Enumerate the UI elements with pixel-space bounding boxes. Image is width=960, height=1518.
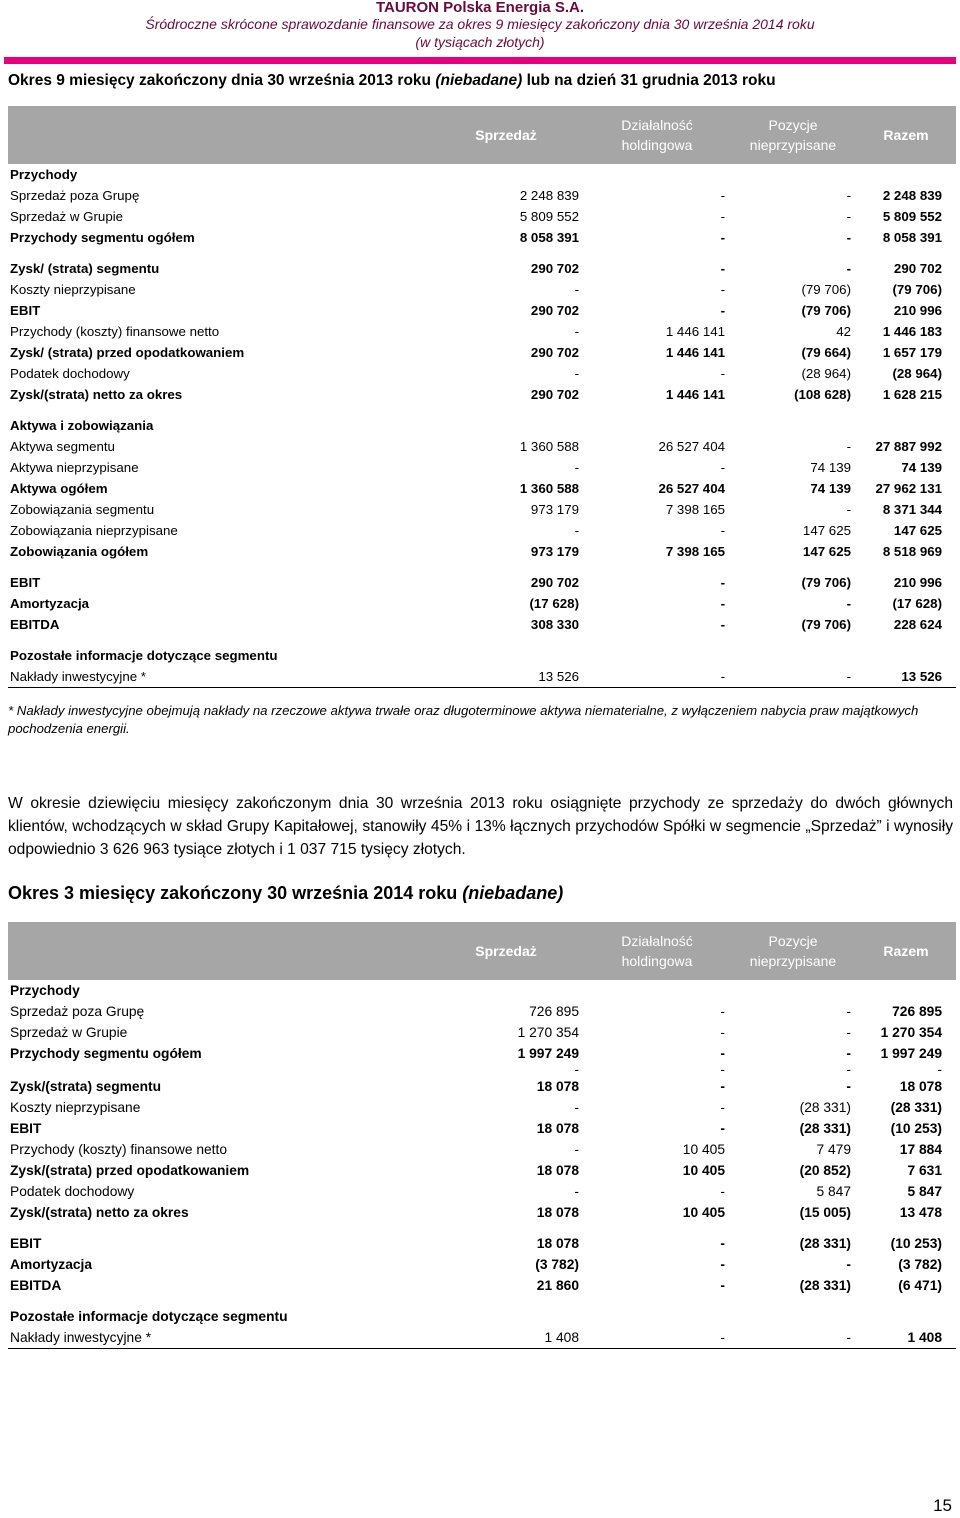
- table-header-row: [8, 106, 956, 164]
- row-label: EBITDA: [10, 617, 60, 632]
- cell-holding: 10 405: [682, 1205, 725, 1220]
- cell-sales: -: [574, 523, 579, 538]
- spacer-row: [8, 1223, 956, 1233]
- row-label: Pozostałe informacje dotyczące segmentu: [10, 1309, 288, 1324]
- cell-unallocated: (15 005): [799, 1205, 851, 1220]
- cell-total: [856, 645, 956, 666]
- cell-sales: 1 360 588: [519, 481, 579, 496]
- cell-unallocated: [730, 980, 856, 1001]
- table-row: [8, 593, 956, 614]
- cell-sales: 290 702: [530, 387, 579, 402]
- cell-sales: -: [574, 282, 579, 297]
- row-label: Zysk/(strata) netto za okres: [10, 1205, 189, 1220]
- segment-table-9m-2013: [8, 106, 956, 688]
- cell-unallocated: (28 331): [799, 1121, 851, 1136]
- row-label: Aktywa segmentu: [10, 439, 115, 454]
- table-row: [8, 666, 956, 688]
- cell-sales: (17 628): [529, 596, 579, 611]
- cell-sales: [428, 645, 584, 666]
- cell-unallocated: -: [846, 1079, 851, 1094]
- row-label: EBIT: [10, 303, 41, 318]
- cell-unallocated: -: [730, 1327, 856, 1349]
- cell-holding: 1 446 141: [665, 324, 725, 339]
- row-label: Zysk/(strata) netto za okres: [10, 387, 183, 402]
- row-label: Przychody: [10, 167, 78, 182]
- row-label: Zysk/ (strata) przed opodatkowaniem: [10, 345, 245, 360]
- row-label: Nakłady inwestycyjne *: [8, 666, 428, 688]
- row-label: Amortyzacja: [10, 1257, 93, 1272]
- segment-table-3m-2014: [8, 922, 956, 1349]
- table-row: [8, 1139, 956, 1160]
- cell-total: 74 139: [901, 460, 942, 475]
- col-holding: Działalność holdingowa: [584, 106, 730, 164]
- units-note: (w tysiącach złotych): [415, 34, 545, 50]
- spacer-row: [8, 248, 956, 258]
- row-label: Amortyzacja: [10, 596, 90, 611]
- row-label: Nakłady inwestycyjne *: [8, 1327, 428, 1349]
- cell-sales: 18 078: [536, 1205, 579, 1220]
- cell-holding: -: [720, 575, 725, 590]
- cell-total: 210 996: [893, 303, 942, 318]
- row-label: Przychody (koszty) finansowe netto: [10, 324, 220, 339]
- row-label: Pozostałe informacje dotyczące segmentu: [10, 648, 278, 663]
- cell-sales: [428, 415, 584, 436]
- spacer-row: [8, 1296, 956, 1306]
- cell-unallocated: [730, 645, 856, 666]
- cell-holding: -: [720, 188, 725, 203]
- cell-holding: -: [720, 1236, 725, 1251]
- table-header-row: [8, 922, 956, 980]
- section2-title: Okres 3 miesięcy zakończony 30 września 2014 roku (niebadane): [8, 883, 564, 903]
- cell-holding: -: [720, 596, 725, 611]
- cell-sales: 1 270 354: [517, 1025, 579, 1040]
- table-row: [8, 1202, 956, 1223]
- cell-unallocated: 147 625: [802, 523, 851, 538]
- cell-holding: 10 405: [682, 1163, 725, 1178]
- cell-sales: 308 330: [530, 617, 579, 632]
- cell-total: (28 331): [890, 1100, 942, 1115]
- cell-total: (79 706): [892, 282, 942, 297]
- cell-unallocated: -: [846, 261, 851, 276]
- cell-unallocated: (79 706): [801, 617, 851, 632]
- cell-unallocated: (28 331): [799, 1278, 851, 1293]
- cell-unallocated: -: [846, 596, 851, 611]
- col-total: Razem: [856, 106, 956, 164]
- cell-holding: 1 446 141: [665, 345, 725, 360]
- table-row: [8, 1043, 956, 1064]
- cell-sales: 18 078: [536, 1121, 579, 1136]
- cell-sales: 973 179: [530, 502, 579, 517]
- cell-total: (17 628): [892, 596, 942, 611]
- table-row: [8, 300, 956, 321]
- row-label: Przychody (koszty) finansowe netto: [10, 1142, 228, 1157]
- cell-sales: 21 860: [536, 1278, 579, 1293]
- cell-holding: 10 405: [682, 1142, 725, 1157]
- cell-total: 8 371 344: [882, 502, 942, 517]
- cell-total: 17 884: [899, 1142, 942, 1157]
- cell-total: 1 997 249: [880, 1046, 942, 1061]
- cell-total: [856, 164, 956, 185]
- cell-holding: -: [720, 1025, 725, 1040]
- cell-sales: [428, 164, 584, 185]
- cell-unallocated: 74 139: [810, 460, 851, 475]
- table-row: [8, 1076, 956, 1097]
- row-label: Zobowiązania nieprzypisane: [10, 523, 178, 538]
- table-row: [8, 1160, 956, 1181]
- table-row: [8, 541, 956, 562]
- cell-holding: [584, 980, 730, 1001]
- cell-total: 1 628 215: [882, 387, 942, 402]
- table-row: [8, 1064, 956, 1076]
- cell-sales: 8 058 391: [519, 230, 579, 245]
- cell-unallocated: 7 479: [816, 1142, 851, 1157]
- row-label: Przychody segmentu ogółem: [10, 230, 195, 245]
- cell-holding: [584, 645, 730, 666]
- cell-unallocated: -: [846, 1062, 851, 1077]
- cell-total: 13 478: [899, 1205, 942, 1220]
- cell-holding: -: [720, 1062, 725, 1077]
- page-number: 15: [933, 1496, 952, 1515]
- cell-unallocated: (79 706): [801, 575, 851, 590]
- row-label: Przychody segmentu ogółem: [10, 1046, 202, 1061]
- cell-holding: -: [720, 1004, 725, 1019]
- cell-unallocated: 5 847: [816, 1184, 851, 1199]
- table-row: [8, 614, 956, 635]
- table-row: [8, 206, 956, 227]
- table-row: [8, 520, 956, 541]
- table-row: [8, 572, 956, 593]
- cell-unallocated: [730, 1306, 856, 1327]
- cell-holding: -: [584, 1327, 730, 1349]
- cell-holding: -: [584, 666, 730, 688]
- cell-total: 1 270 354: [880, 1025, 942, 1040]
- table-row: [8, 185, 956, 206]
- cell-sales: -: [574, 1100, 579, 1115]
- table-row: [8, 1181, 956, 1202]
- cell-sales: [428, 980, 584, 1001]
- row-label: Koszty nieprzypisane: [10, 1100, 141, 1115]
- cell-sales: 18 078: [536, 1163, 579, 1178]
- cell-total: (3 782): [898, 1257, 942, 1272]
- row-label: Aktywa nieprzypisane: [10, 460, 139, 475]
- cell-unallocated: -: [846, 502, 851, 517]
- cell-total: 228 624: [893, 617, 942, 632]
- cell-unallocated: [730, 415, 856, 436]
- table-row: [8, 1254, 956, 1275]
- document-header: [0, 0, 960, 51]
- cell-sales: 2 248 839: [519, 188, 579, 203]
- cell-total: 726 895: [892, 1004, 942, 1019]
- table-row: [8, 645, 956, 666]
- table-row: [8, 1306, 956, 1327]
- major-customers-paragraph: W okresie dziewięciu miesięcy zakończonym dnia 30 września 2013 roku osiągnięte przychody ze sprzedaży do dwóch głównych klientów, wchodzących w skład Grupy Kapitałowej, stanowiły 45% i 13% łącznych przychodów Spółki w segmencie „Sprzedaż” i wynosiły odpowiednio 3 626 963 tysiące złotych i 1 037 715 tysięcy złotych.: [8, 795, 953, 858]
- cell-holding: -: [720, 303, 725, 318]
- header-empty: [8, 922, 428, 980]
- cell-holding: [584, 164, 730, 185]
- table-row: [8, 164, 956, 185]
- table-row: [8, 363, 956, 384]
- cell-sales: 5 809 552: [519, 209, 579, 224]
- report-subtitle: Śródroczne skrócone sprawozdanie finansowe za okres 9 miesięcy zakończony dnia 30 września 2014 roku: [145, 16, 815, 32]
- cell-holding: -: [720, 460, 725, 475]
- table-row: [8, 258, 956, 279]
- cell-sales: [428, 1306, 584, 1327]
- cell-total: (10 253): [890, 1121, 942, 1136]
- cell-total: 8 518 969: [882, 544, 942, 559]
- col-sales: Sprzedaż: [428, 922, 584, 980]
- cell-unallocated: 42: [836, 324, 851, 339]
- table-row: [8, 457, 956, 478]
- row-label: Aktywa i zobowiązania: [10, 418, 154, 433]
- cell-unallocated: (28 331): [799, 1100, 851, 1115]
- cell-total: 1 446 183: [882, 324, 942, 339]
- cell-unallocated: -: [846, 439, 851, 454]
- cell-unallocated: (108 628): [794, 387, 851, 402]
- row-label: Koszty nieprzypisane: [10, 282, 136, 297]
- cell-unallocated: -: [846, 230, 851, 245]
- cell-total: 290 702: [893, 261, 942, 276]
- col-total: Razem: [856, 922, 956, 980]
- cell-sales: 290 702: [530, 303, 579, 318]
- row-label: EBIT: [10, 1121, 42, 1136]
- table-row: [8, 1097, 956, 1118]
- cell-holding: 1 446 141: [665, 387, 725, 402]
- row-label: Sprzedaż poza Grupę: [10, 188, 140, 203]
- cell-unallocated: -: [846, 1257, 851, 1272]
- cell-total: 7 631: [907, 1163, 942, 1178]
- cell-unallocated: (79 706): [801, 282, 851, 297]
- row-label: Podatek dochodowy: [10, 366, 130, 381]
- cell-total: 27 887 992: [875, 439, 942, 454]
- cell-holding: 7 398 165: [665, 544, 725, 559]
- cell-sales: 290 702: [530, 345, 579, 360]
- header-divider: [4, 57, 956, 64]
- row-label: Aktywa ogółem: [10, 481, 108, 496]
- cell-total: 8 058 391: [882, 230, 942, 245]
- cell-sales: 1 997 249: [517, 1046, 579, 1061]
- cell-holding: -: [720, 617, 725, 632]
- table-row: [8, 1118, 956, 1139]
- cell-unallocated: (79 706): [801, 303, 851, 318]
- cell-unallocated: (28 331): [799, 1236, 851, 1251]
- cell-holding: -: [720, 209, 725, 224]
- table-row: [8, 1001, 956, 1022]
- cell-holding: -: [720, 1257, 725, 1272]
- cell-total: 147 625: [893, 523, 942, 538]
- cell-sales: 13 526: [428, 666, 584, 688]
- spacer-row: [8, 405, 956, 415]
- cell-total: 1 657 179: [882, 345, 942, 360]
- cell-holding: [584, 1306, 730, 1327]
- table-row: [8, 436, 956, 457]
- cell-unallocated: -: [846, 1025, 851, 1040]
- cell-holding: -: [720, 282, 725, 297]
- cell-total: -: [937, 1062, 942, 1077]
- cell-unallocated: (20 852): [799, 1163, 851, 1178]
- cell-sales: -: [574, 1184, 579, 1199]
- cell-total: 13 526: [856, 666, 956, 688]
- cell-total: 5 847: [907, 1184, 942, 1199]
- cell-sales: -: [574, 324, 579, 339]
- cell-holding: -: [720, 1100, 725, 1115]
- table-row: [8, 499, 956, 520]
- row-label: Sprzedaż w Grupie: [10, 209, 124, 224]
- capex-footnote: * Nakłady inwestycyjne obejmują nakłady na rzeczowe aktywa trwałe oraz długoterminowe aktywa niematerialne, z wyłączeniem nabycia praw majątkowych pochodzenia energii.: [8, 703, 919, 736]
- cell-holding: -: [720, 261, 725, 276]
- cell-sales: -: [574, 1062, 579, 1077]
- company-name: TAURON Polska Energia S.A.: [375, 0, 585, 16]
- cell-sales: 726 895: [529, 1004, 579, 1019]
- row-label: Zysk/(strata) segmentu: [10, 1079, 162, 1094]
- row-label: Zysk/(strata) przed opodatkowaniem: [10, 1163, 250, 1178]
- cell-unallocated: -: [846, 188, 851, 203]
- cell-unallocated: 147 625: [802, 544, 851, 559]
- cell-sales: (3 782): [535, 1257, 579, 1272]
- row-label: EBIT: [10, 1236, 42, 1251]
- cell-sales: 1 408: [428, 1327, 584, 1349]
- col-unallocated: Pozycje nieprzypisane: [730, 106, 856, 164]
- cell-total: 18 078: [899, 1079, 942, 1094]
- row-label: EBITDA: [10, 1278, 62, 1293]
- cell-sales: 290 702: [530, 575, 579, 590]
- table-row: [8, 1233, 956, 1254]
- table-row: [8, 342, 956, 363]
- col-holding: Działalność holdingowa: [584, 922, 730, 980]
- cell-total: [856, 980, 956, 1001]
- section1-title: Okres 9 miesięcy zakończony dnia 30 września 2013 roku (niebadane) lub na dzień 31 grudnia 2013 roku: [8, 72, 776, 89]
- row-label: Zobowiązania segmentu: [10, 502, 155, 517]
- cell-sales: 18 078: [536, 1079, 579, 1094]
- cell-unallocated: -: [730, 666, 856, 688]
- col-unallocated: Pozycje nieprzypisane: [730, 922, 856, 980]
- cell-sales: -: [574, 1142, 579, 1157]
- cell-holding: 26 527 404: [658, 439, 725, 454]
- row-label: Podatek dochodowy: [10, 1184, 135, 1199]
- cell-unallocated: -: [846, 1004, 851, 1019]
- cell-holding: -: [720, 1046, 725, 1061]
- table-row: [8, 1275, 956, 1296]
- cell-unallocated: (28 964): [801, 366, 851, 381]
- table-row: [8, 321, 956, 342]
- table-row: [8, 478, 956, 499]
- cell-holding: -: [720, 1121, 725, 1136]
- table-row: [8, 415, 956, 436]
- cell-unallocated: -: [846, 209, 851, 224]
- table-row: [8, 227, 956, 248]
- cell-holding: -: [720, 1184, 725, 1199]
- cell-sales: 1 360 588: [519, 439, 579, 454]
- cell-sales: 973 179: [530, 544, 579, 559]
- cell-holding: -: [720, 1278, 725, 1293]
- cell-total: 27 962 131: [875, 481, 942, 496]
- cell-unallocated: (79 664): [801, 345, 851, 360]
- cell-total: (28 964): [892, 366, 942, 381]
- cell-sales: -: [574, 366, 579, 381]
- cell-total: [856, 1306, 956, 1327]
- spacer-row: [8, 562, 956, 572]
- row-label: Zysk/ (strata) segmentu: [10, 261, 160, 276]
- header-empty: [8, 106, 428, 164]
- spacer-row: [8, 635, 956, 645]
- cell-sales: 18 078: [536, 1236, 579, 1251]
- table-row: [8, 384, 956, 405]
- row-label: Zobowiązania ogółem: [10, 544, 149, 559]
- cell-total: (6 471): [898, 1278, 942, 1293]
- cell-unallocated: 74 139: [810, 481, 851, 496]
- cell-total: 5 809 552: [882, 209, 942, 224]
- cell-holding: 7 398 165: [665, 502, 725, 517]
- cell-total: 2 248 839: [882, 188, 942, 203]
- cell-holding: [584, 415, 730, 436]
- cell-sales: 290 702: [530, 261, 579, 276]
- row-label: EBIT: [10, 575, 41, 590]
- table-row: [8, 279, 956, 300]
- cell-total: (10 253): [890, 1236, 942, 1251]
- cell-total: 1 408: [856, 1327, 956, 1349]
- cell-holding: -: [720, 366, 725, 381]
- cell-sales: -: [574, 460, 579, 475]
- row-label: Przychody: [10, 983, 80, 998]
- cell-unallocated: -: [846, 1046, 851, 1061]
- row-label: [8, 1064, 428, 1076]
- table-row: [8, 980, 956, 1001]
- cell-total: 210 996: [893, 575, 942, 590]
- table-row: [8, 1327, 956, 1349]
- cell-unallocated: [730, 164, 856, 185]
- row-label: Sprzedaż w Grupie: [10, 1025, 128, 1040]
- cell-holding: 26 527 404: [658, 481, 725, 496]
- row-label: Sprzedaż poza Grupę: [10, 1004, 145, 1019]
- cell-holding: -: [720, 1079, 725, 1094]
- cell-total: [856, 415, 956, 436]
- cell-holding: -: [720, 523, 725, 538]
- cell-holding: -: [720, 230, 725, 245]
- col-sales: Sprzedaż: [428, 106, 584, 164]
- table-row: [8, 1022, 956, 1043]
